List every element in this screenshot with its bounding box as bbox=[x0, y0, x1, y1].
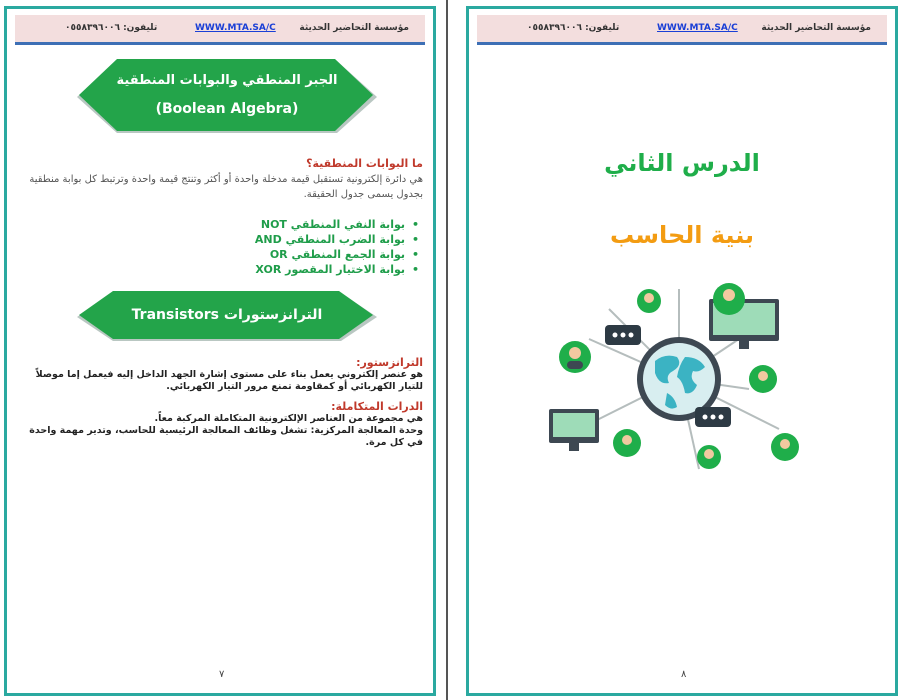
ic-text-2: وحدة المعالجة المركزية: تشغل وظائف المعالجة الرئيسية للحاسب، وتدير مهمة واحدة في كل مرة. bbox=[29, 425, 423, 448]
left-page bbox=[4, 6, 436, 696]
transistor-heading: الترانزستور: bbox=[356, 356, 423, 369]
transistors-banner bbox=[77, 291, 377, 343]
transistor-text: هو عنصر إلكتروني يعمل بناء على مستوى إشارة الجهد الداخل إليه فيعمل إما موصلاً للتيار الكهربائي أو كمقاومة تمنع مرور التيار الكهربائي. bbox=[35, 369, 423, 392]
page-header bbox=[15, 15, 425, 45]
header-phone: تليفون: ٠٥٥٨٣٩٦٠٠٦ bbox=[527, 23, 620, 33]
list-item: • بوابة الجمع المنطقي OR bbox=[255, 247, 405, 262]
definition-text: هي دائرة إلكترونية تستقبل قيمة مدخلة واحدة أو أكثر وتنتج قيمة واحدة وترتبط كل بوابة منطقية بجدول يسمى جدول الحقيقة. bbox=[29, 174, 423, 200]
boolean-algebra-banner bbox=[77, 59, 377, 135]
page-divider bbox=[446, 0, 448, 700]
header-org: مؤسسة التحاضير الحديثة bbox=[761, 23, 871, 33]
list-item: • بوابة النفي المنطقي NOT bbox=[255, 217, 405, 232]
header-site-link[interactable]: WWW.MTA.SA/C bbox=[195, 23, 276, 33]
transistor-section bbox=[17, 357, 423, 393]
banner-title-ar: الجبر المنطقي والبوابات المنطقية bbox=[116, 73, 338, 88]
header-site-link[interactable]: WWW.MTA.SA/C bbox=[657, 23, 738, 33]
network-illustration bbox=[549, 279, 809, 479]
page-number: ٧ bbox=[219, 669, 225, 680]
header-org: مؤسسة التحاضير الحديثة bbox=[299, 23, 409, 33]
page-number: ٨ bbox=[681, 669, 687, 680]
list-item: • بوابة الاختيار المقصور XOR bbox=[255, 262, 405, 277]
question-heading: ما البوابات المنطقية؟ bbox=[306, 157, 423, 170]
ic-heading: الدرات المتكاملة: bbox=[331, 400, 423, 413]
unit-title: بنية الحاسب bbox=[609, 221, 755, 249]
header-phone: تليفون: ٠٥٥٨٣٩٦٠٠٦ bbox=[65, 23, 158, 33]
ic-section bbox=[17, 401, 423, 449]
ic-text-1: هي مجموعة من العناصر الإلكترونية المتكاملة المركبة معاً. bbox=[154, 413, 423, 424]
gates-list bbox=[255, 217, 423, 277]
right-page bbox=[466, 6, 898, 696]
list-item: • بوابة الضرب المنطقي AND bbox=[255, 232, 405, 247]
banner-title-en: (Boolean Algebra) bbox=[155, 101, 299, 117]
page-header bbox=[477, 15, 887, 45]
lesson-title: الدرس الثاني bbox=[604, 149, 760, 177]
transistors-title: الترانزستورات Transistors bbox=[131, 307, 323, 323]
